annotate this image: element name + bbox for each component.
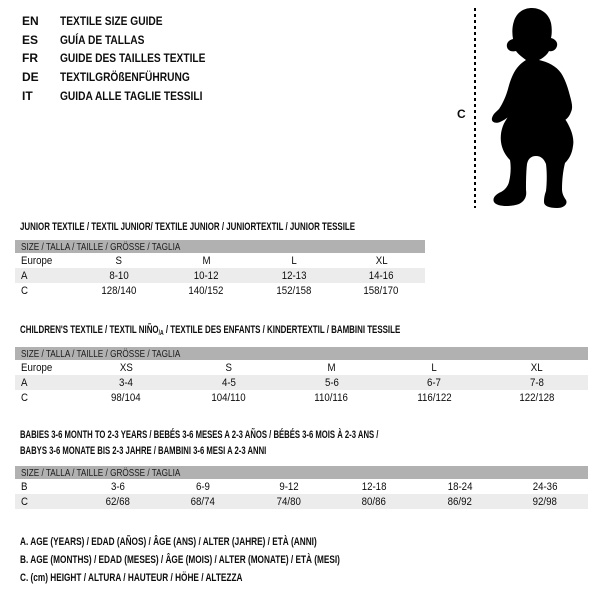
size-cell-text: 158/170	[363, 284, 399, 297]
language-title: TEXTILE SIZE GUIDE	[60, 14, 163, 29]
size-cell-text: M	[327, 361, 336, 374]
size-cell	[332, 481, 418, 493]
language-code: ES	[22, 32, 39, 47]
size-header-label: SIZE / TALLA / TAILLE / GRÖSSE / TAGLIA	[21, 347, 181, 360]
size-header-label: SIZE / TALLA / TAILLE / GRÖSSE / TAGLIA	[21, 466, 181, 479]
row-label-text: A	[21, 376, 28, 389]
size-cell	[75, 255, 163, 267]
language-code: DE	[22, 70, 39, 85]
size-cell	[75, 270, 163, 282]
size-cell-text: 6-7	[427, 376, 442, 389]
size-header-bar	[15, 347, 588, 360]
size-cell-text: 128/140	[101, 284, 137, 297]
size-cell-text: 7-8	[529, 376, 544, 389]
size-cell	[503, 481, 589, 493]
language-title: GUIDE DES TAILLES TEXTILE	[60, 51, 206, 66]
size-cell-text: M	[202, 254, 211, 267]
size-cell	[338, 255, 426, 267]
size-cell	[75, 285, 163, 297]
size-cell-text: 8-10	[109, 269, 129, 282]
size-cell-text: 116/122	[416, 391, 452, 404]
table-row-height	[15, 494, 588, 509]
size-cell	[280, 362, 383, 374]
size-header-label: SIZE / TALLA / TAILLE / GRÖSSE / TAGLIA	[21, 240, 181, 253]
size-cell-text: 122/128	[519, 391, 555, 404]
size-cell	[163, 255, 251, 267]
size-cell-text: 74/80	[276, 495, 301, 508]
toddler-silhouette	[483, 6, 579, 208]
language-row	[22, 49, 231, 68]
row-label	[15, 377, 75, 389]
size-cell	[178, 377, 281, 389]
size-cell-text: 12-13	[281, 269, 307, 282]
size-cell	[503, 496, 589, 508]
footnote-block	[20, 536, 447, 589]
row-label	[15, 285, 75, 297]
table-row-height	[15, 390, 588, 405]
language-title: TEXTILGRÖßENFÜHRUNG	[60, 70, 190, 85]
size-cell	[246, 481, 332, 493]
children-table-title-text	[20, 324, 400, 337]
table-row-months	[15, 479, 588, 494]
children-size-table	[15, 347, 588, 405]
language-title-block	[22, 12, 231, 105]
size-cell-text: 9-12	[279, 480, 299, 493]
row-label	[15, 362, 75, 374]
footnote-c	[20, 572, 447, 590]
language-title: GUÍA DE TALLAS	[60, 32, 145, 47]
size-cell-text: 6-9	[196, 480, 211, 493]
size-cell-text: 68/74	[191, 495, 216, 508]
row-label-text: Europe	[21, 361, 53, 374]
babies-table-title-line1: BABIES 3-6 MONTH TO 2-3 YEARS / BEBÉS 3-6 MESES A 2-3 AÑOS / BÉBÉS 3-6 MOIS À 2-3 ANS /	[20, 429, 379, 441]
language-code: EN	[22, 14, 39, 29]
row-label	[15, 496, 75, 508]
size-cell	[75, 481, 161, 493]
size-cell-text: 18-24	[447, 480, 473, 493]
size-cell-text: 140/152	[188, 284, 224, 297]
size-cell-text: XS	[119, 361, 133, 374]
size-cell-text: 92/98	[533, 495, 558, 508]
row-label	[15, 481, 75, 493]
row-label	[15, 270, 75, 282]
footnote-b	[20, 554, 447, 572]
size-header-bar	[15, 240, 425, 253]
size-cell	[250, 270, 338, 282]
size-cell	[485, 362, 588, 374]
children-table-title	[20, 324, 548, 337]
children-title-subscript: /A	[158, 330, 164, 337]
size-cell-text: 110/116	[314, 391, 349, 404]
junior-table-title-text: JUNIOR TEXTILE / TEXTIL JUNIOR/ TEXTILE JUNIOR / JUNIORTEXTIL / JUNIOR TESSILE	[20, 221, 356, 233]
junior-size-table	[15, 240, 425, 298]
size-cell	[163, 285, 251, 297]
size-cell-text: 3-4	[119, 376, 134, 389]
size-cell-text: 98/104	[111, 391, 142, 404]
footnote-b-text: B. AGE (MONTHS) / EDAD (MESES) / ÂGE (MOIS) / ALTER (MONATE) / ETÀ (MESI)	[20, 553, 340, 566]
footnote-a	[20, 536, 447, 554]
size-cell	[75, 496, 161, 508]
table-row-height	[15, 283, 425, 298]
height-dashed-line	[474, 8, 476, 208]
row-label-text: Europe	[21, 254, 53, 267]
size-cell-text: 12-18	[361, 480, 387, 493]
size-cell	[161, 481, 247, 493]
size-cell	[338, 270, 426, 282]
size-cell	[246, 496, 332, 508]
children-title-pre: CHILDREN'S TEXTILE / TEXTIL NIÑO	[20, 324, 159, 336]
size-cell	[161, 496, 247, 508]
size-cell	[332, 496, 418, 508]
language-row	[22, 31, 231, 50]
size-cell	[383, 392, 486, 404]
size-cell	[485, 377, 588, 389]
size-header-bar	[15, 466, 588, 479]
language-row	[22, 86, 231, 105]
size-cell	[75, 362, 178, 374]
row-label-text: C	[21, 495, 28, 508]
table-row-age	[15, 375, 588, 390]
size-cell	[250, 285, 338, 297]
size-cell	[178, 392, 281, 404]
size-cell-text: 86/92	[447, 495, 472, 508]
size-cell-text: XL	[530, 361, 543, 374]
footnote-c-text: C. (cm) HEIGHT / ALTURA / HAUTEUR / HÖHE / ALTEZZA	[20, 571, 243, 584]
size-cell-text: 62/68	[105, 495, 130, 508]
babies-size-table	[15, 466, 588, 509]
size-cell	[417, 481, 503, 493]
table-row-europe	[15, 360, 588, 375]
language-row	[22, 12, 231, 31]
footnote-a-text: A. AGE (YEARS) / EDAD (AÑOS) / ÂGE (ANS) / ALTER (JAHRE) / ETÀ (ANNI)	[20, 536, 317, 548]
size-cell-text: 10-12	[193, 269, 219, 282]
size-cell-text: L	[291, 254, 297, 267]
size-cell-text: 3-6	[110, 480, 125, 493]
size-cell	[75, 377, 178, 389]
size-cell	[250, 255, 338, 267]
size-cell-text: 80/86	[362, 495, 387, 508]
size-cell	[383, 362, 486, 374]
babies-table-title-line2: BABYS 3-6 MONATE BIS 2-3 JAHRE / BAMBINI 3-6 MESI A 2-3 ANNI	[20, 445, 267, 458]
size-cell	[280, 392, 383, 404]
row-label-text: A	[21, 269, 28, 282]
size-cell-text: XL	[375, 254, 388, 267]
row-label	[15, 255, 75, 267]
size-cell	[163, 270, 251, 282]
size-cell	[178, 362, 281, 374]
size-cell	[280, 377, 383, 389]
language-row	[22, 68, 231, 87]
size-cell-text: 4-5	[221, 376, 236, 389]
junior-table-title	[20, 221, 485, 233]
size-cell-text: 5-6	[324, 376, 339, 389]
language-code: IT	[22, 88, 33, 103]
size-cell	[417, 496, 503, 508]
row-label-text: C	[21, 284, 28, 297]
row-label-text: C	[21, 391, 28, 404]
size-cell	[338, 285, 426, 297]
height-measure-label: C	[457, 107, 466, 121]
language-code: FR	[22, 51, 38, 66]
size-cell	[383, 377, 486, 389]
size-cell-text: L	[431, 361, 437, 374]
size-cell-text: 14-16	[368, 269, 394, 282]
language-title: GUIDA ALLE TAGLIE TESSILI	[60, 88, 203, 103]
row-label	[15, 392, 75, 404]
size-cell	[485, 392, 588, 404]
size-cell-text: 104/110	[211, 391, 247, 404]
size-cell-text: 24-36	[532, 480, 558, 493]
table-row-age	[15, 268, 425, 283]
size-cell-text: S	[115, 254, 122, 267]
children-title-post: / TEXTILE DES ENFANTS / KINDERTEXTIL / BAMBINI TESSILE	[163, 324, 401, 336]
size-cell-text: 152/158	[276, 284, 312, 297]
row-label-text: B	[21, 480, 28, 493]
size-cell	[75, 392, 178, 404]
babies-table-title	[20, 427, 532, 459]
table-row-europe	[15, 253, 425, 268]
size-cell-text: S	[225, 361, 233, 374]
